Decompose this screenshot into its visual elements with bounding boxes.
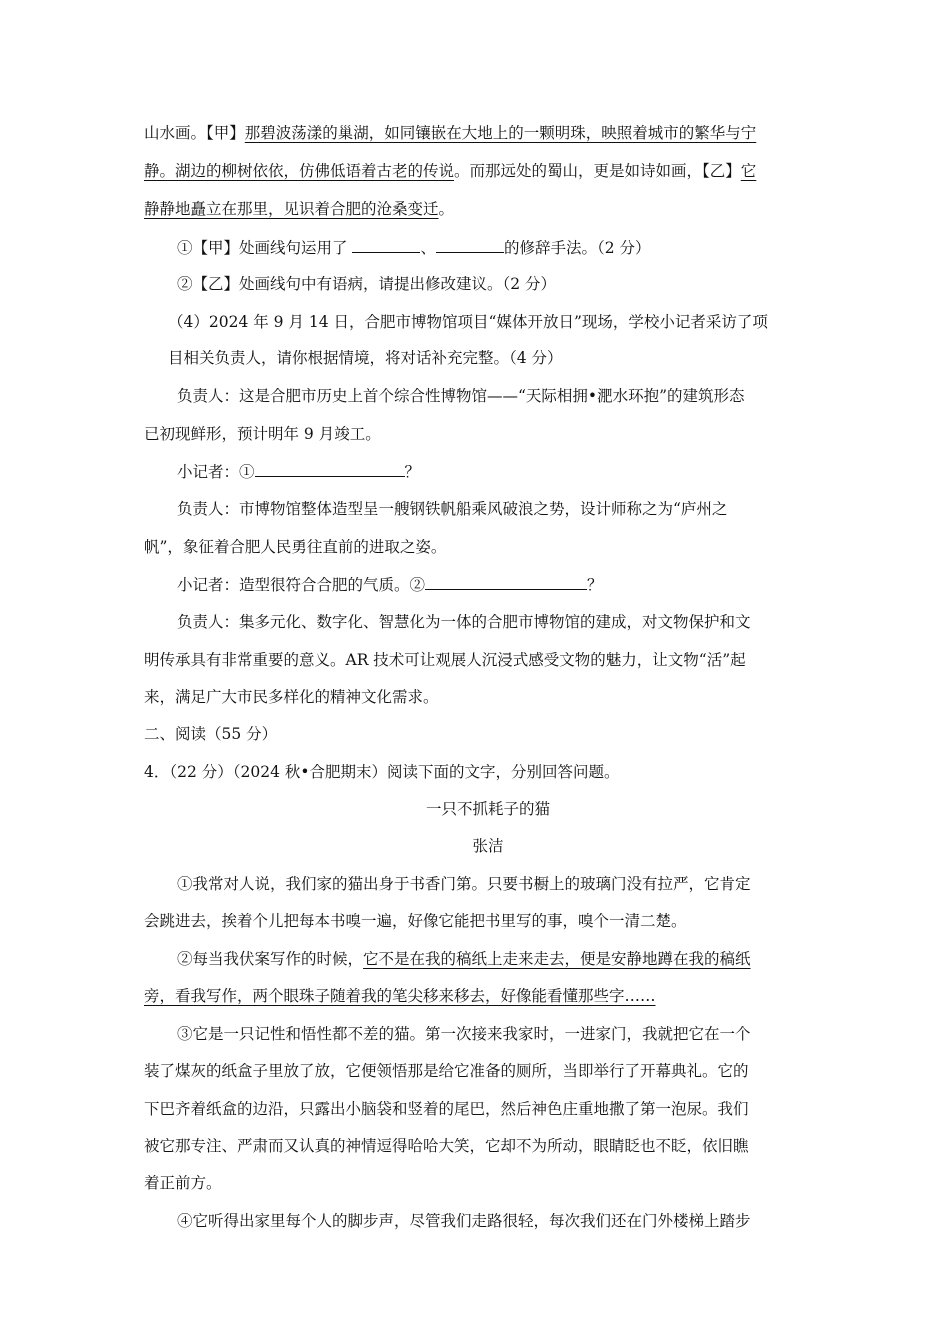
dialog-official-3-line-1: 负责人：集多元化、数字化、智慧化为一体的合肥市博物馆的建成，对文物保护和文 [177, 613, 751, 631]
paragraph-4-line-1: ④它听得出家里每个人的脚步声，尽管我们走路很轻，每次我们还在门外楼梯上踏步 [177, 1212, 751, 1230]
passage-line-3: 静静地矗立在那里，见识着合肥的沧桑变迁。 [144, 200, 455, 218]
article-title: 一只不抓耗子的猫 [425, 800, 550, 818]
paragraph-1-line-2: 会跳进去，挨着个儿把每本书嗅一遍，好像它能把书里写的事，嗅个一清二楚。 [144, 912, 687, 930]
paragraph-2-line-1: ②每当我伏案写作的时候，它不是在我的稿纸上走来走去，便是安静地蹲在我的稿纸 [177, 950, 751, 968]
underlined-sentence-yi-cont: 静静地矗立在那里，见识着合肥的沧桑变迁 [144, 200, 439, 218]
paragraph-3-line-4: 被它那专注、严肃而又认真的神情逗得哈哈大笑，它却不为所动，眼睛眨也不眨，依旧瞧 [144, 1137, 749, 1155]
paragraph-3-line-3: 下巴齐着纸盒的边沿，只露出小脑袋和竖着的尾巴，然后神色庄重地撒了第一泡尿。我们 [144, 1100, 749, 1118]
underlined-sentence-yi: 它 [740, 162, 757, 180]
paragraph-3-line-2: 装了煤灰的纸盒子里放了放，它便领悟那是给它准备的厕所，当即举行了开幕典礼。它的 [144, 1062, 749, 1080]
dialog-answer-blank-2[interactable] [425, 573, 587, 590]
underlined-sentence-paragraph-2-cont: 旁，看我写作，两个眼珠子随着我的笔尖移来移去，好像能看懂那些字…… [144, 987, 656, 1005]
dialog-official-3-line-3: 来，满足广大市民多样化的精神文化需求。 [144, 688, 439, 706]
question-grammar: ②【乙】处画线句中有语病，请提出修改建议。（2 分） [177, 275, 557, 293]
article-author: 张洁 [472, 837, 504, 855]
answer-blank-1[interactable] [352, 236, 420, 253]
passage-line-2: 静。湖边的柳树依依，仿佛低语着古老的传说。而那远处的蜀山，更是如诗如画，【乙】它 [144, 162, 757, 180]
dialog-official-1-line-2: 已初现鲜形，预计明年 9 月竣工。 [144, 425, 381, 443]
dialog-official-2-line-1: 负责人：市博物馆整体造型呈一艘钢铁帆船乘风破浪之势，设计师称之为“庐州之 [177, 500, 728, 518]
dialog-answer-blank-1[interactable] [255, 460, 405, 477]
underlined-sentence-jia-cont: 静。湖边的柳树依依，仿佛低语着古老的传说 [144, 162, 455, 180]
dialog-official-2-line-2: 帆”，象征着合肥人民勇往直前的进取之姿。 [144, 538, 447, 556]
dialog-reporter-1: 小记者：① ？ [177, 460, 420, 483]
question-4-intro-1: （4）2024 年 9 月 14 日，合肥市博物馆项目“媒体开放日”现场，学校小记者采访了项 [168, 313, 768, 331]
answer-blank-2[interactable] [436, 236, 504, 253]
section-heading-reading: 二、阅读（55 分） [144, 725, 278, 743]
dialog-official-1-line-1: 负责人：这是合肥市历史上首个综合性博物馆——“天际相拥•淝水环抱”的建筑形态 [177, 387, 745, 405]
underlined-sentence-paragraph-2: 它不是在我的稿纸上走来走去，便是安静地蹲在我的稿纸 [363, 950, 751, 968]
dialog-official-3-line-2: 明传承具有非常重要的意义。AR 技术可让观展人沉浸式感受文物的魅力，让文物“活”起 [144, 651, 746, 669]
question-4-header: 4．（22 分）（2024 秋•合肥期末）阅读下面的文字，分别回答问题。 [144, 763, 620, 781]
paragraph-2-line-2 [144, 985, 656, 1007]
paragraph-1-line-1: ①我常对人说，我们家的猫出身于书香门第。只要书橱上的玻璃门没有拉严，它肯定 [177, 875, 751, 893]
question-4-intro-2: 目相关负责人，请你根据情境，将对话补充完整。（4 分） [168, 349, 563, 367]
question-rhetoric: ①【甲】处画线句运用了 、 的修辞手法。（2 分） [177, 236, 651, 259]
paragraph-3-line-5: 着正前方。 [144, 1174, 222, 1192]
dialog-reporter-2: 小记者：造型很符合合肥的气质。② ？ [177, 573, 603, 596]
underlined-sentence-jia: 那碧波荡漾的巢湖，如同镶嵌在大地上的一颗明珠，映照着城市的繁华与宁 [244, 124, 757, 142]
passage-line-1: 山水画。【甲】那碧波荡漾的巢湖，如同镶嵌在大地上的一颗明珠，映照着城市的繁华与宁 [144, 124, 757, 142]
paragraph-3-line-1: ③它是一只记性和悟性都不差的猫。第一次接来我家时，一进家门，我就把它在一个 [177, 1025, 751, 1043]
